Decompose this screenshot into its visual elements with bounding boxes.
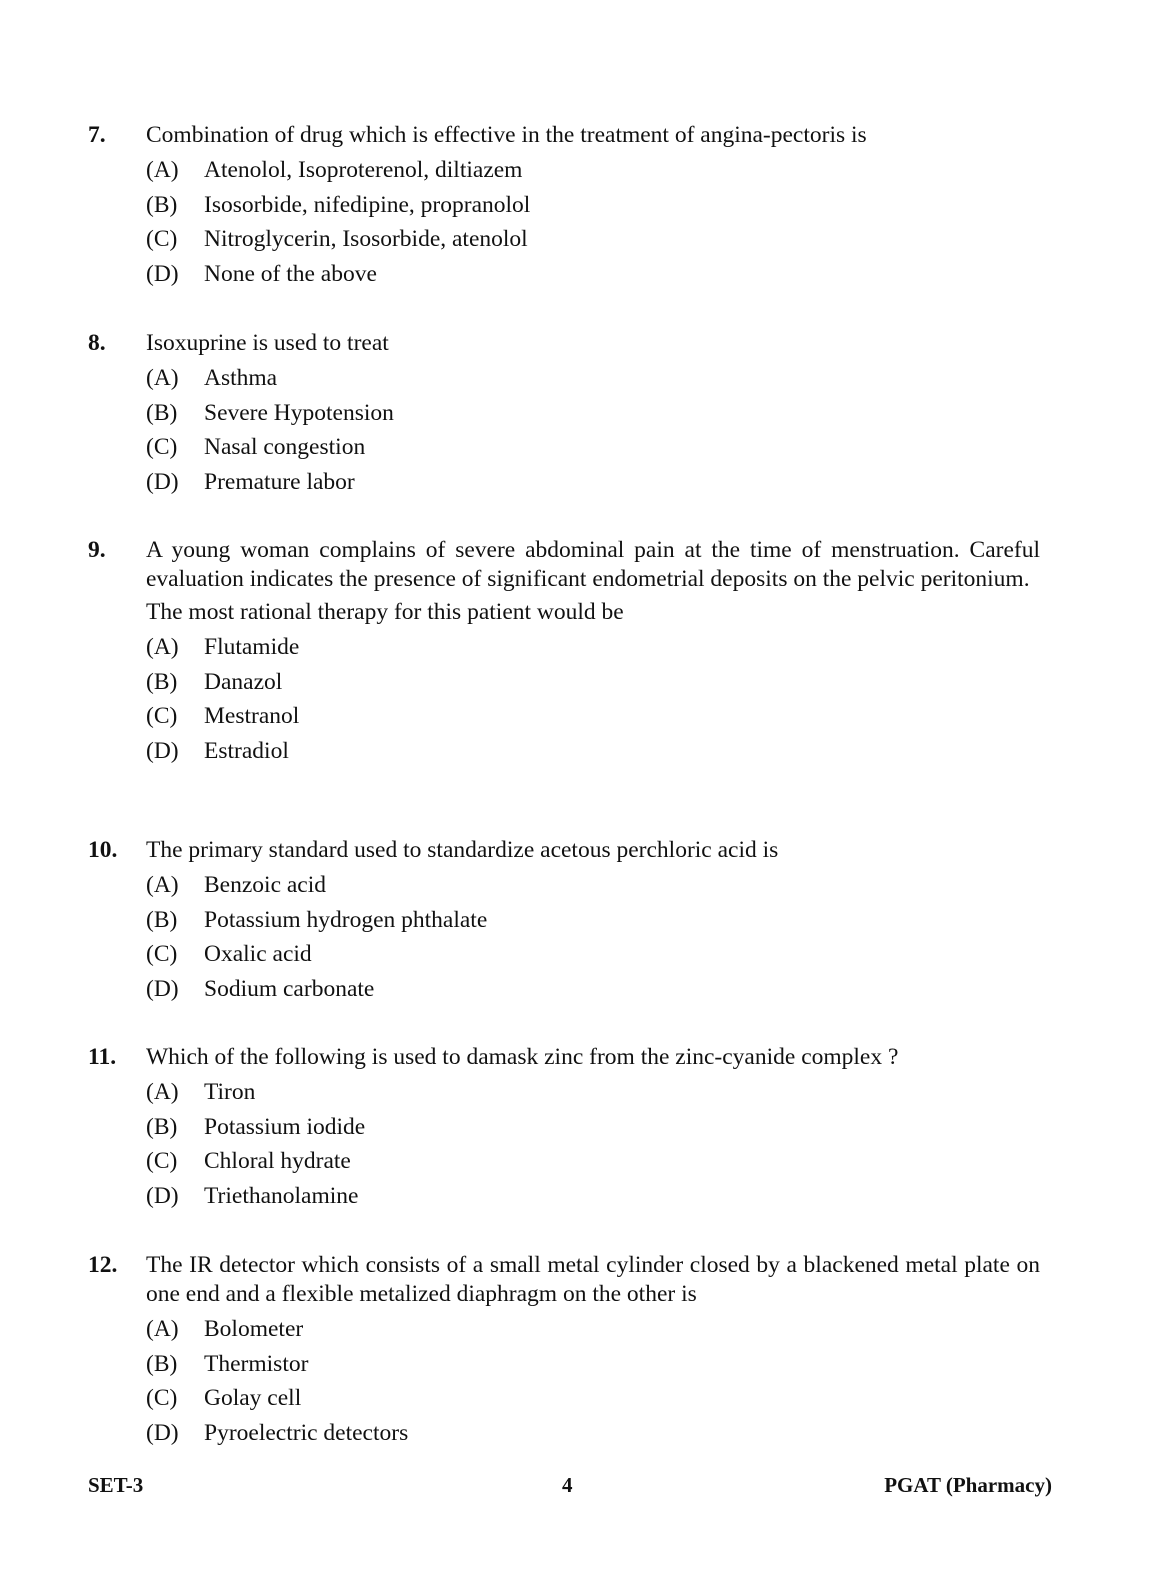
exam-title: PGAT (Pharmacy) bbox=[884, 1473, 1052, 1497]
question-text: The IR detector which consists of a small metal cylinder closed by a blackened metal plate on one end and a flexible metalized diaphragm on the other is bbox=[146, 1252, 1040, 1307]
question-number: 8. bbox=[88, 330, 106, 356]
question-10 bbox=[88, 836, 1040, 1010]
option-text: Estradiol bbox=[204, 738, 289, 765]
question-9 bbox=[88, 536, 1040, 772]
options-list bbox=[146, 364, 1040, 503]
question-12 bbox=[88, 1251, 1040, 1454]
question-8 bbox=[88, 329, 1040, 503]
set-label: SET-3 bbox=[88, 1473, 144, 1497]
option-letter: (D) bbox=[146, 976, 179, 1003]
option-letter: (D) bbox=[146, 469, 179, 496]
question-11 bbox=[88, 1043, 1040, 1217]
option-text: Atenolol, Isoproterenol, diltiazem bbox=[204, 157, 523, 183]
option-letter: (B) bbox=[146, 1350, 178, 1377]
option-text: Flutamide bbox=[204, 634, 300, 660]
option-text: Triethanolamine bbox=[204, 1183, 359, 1210]
option-text: Chloral hydrate bbox=[204, 1148, 351, 1175]
option-text: Sodium carbonate bbox=[204, 976, 375, 1003]
option-text: Oxalic acid bbox=[204, 941, 312, 968]
question-header bbox=[88, 121, 1040, 150]
question-header bbox=[88, 536, 1040, 594]
page-footer bbox=[88, 1470, 1052, 1500]
option-a bbox=[146, 633, 1040, 668]
option-text: Potassium iodide bbox=[204, 1113, 366, 1140]
option-letter: (A) bbox=[146, 365, 179, 391]
option-letter: (B) bbox=[146, 906, 178, 933]
question-number: 9. bbox=[88, 537, 106, 563]
option-text: Potassium hydrogen phthalate bbox=[204, 906, 488, 933]
option-letter: (B) bbox=[146, 1113, 178, 1140]
option-letter: (B) bbox=[146, 191, 178, 218]
option-d bbox=[146, 1419, 1040, 1454]
option-c bbox=[146, 702, 1040, 737]
option-letter: (B) bbox=[146, 668, 178, 695]
option-letter: (C) bbox=[146, 1385, 178, 1412]
option-letter: (D) bbox=[146, 1420, 179, 1447]
option-c bbox=[146, 940, 1040, 975]
option-text: Pyroelectric detectors bbox=[204, 1420, 409, 1447]
option-text: Premature labor bbox=[204, 469, 355, 496]
options-list bbox=[146, 871, 1040, 1010]
option-text: Severe Hypotension bbox=[204, 399, 394, 426]
option-text: Golay cell bbox=[204, 1385, 302, 1412]
option-c bbox=[146, 433, 1040, 468]
question-text: The primary standard used to standardize acetous perchloric acid is bbox=[146, 837, 779, 863]
option-d bbox=[146, 260, 1040, 295]
option-d bbox=[146, 975, 1040, 1010]
question-text: Which of the following is used to damask zinc from the zinc-cyanide complex ? bbox=[146, 1044, 899, 1070]
option-d bbox=[146, 737, 1040, 772]
question-subtext: The most rational therapy for this patient would be bbox=[146, 599, 624, 625]
option-letter: (C) bbox=[146, 226, 178, 253]
option-c bbox=[146, 225, 1040, 260]
option-a bbox=[146, 1315, 1040, 1350]
option-letter: (D) bbox=[146, 1183, 179, 1210]
option-a bbox=[146, 364, 1040, 399]
option-b bbox=[146, 399, 1040, 434]
option-text: Asthma bbox=[204, 365, 278, 391]
option-text: Nasal congestion bbox=[204, 434, 366, 461]
options-list bbox=[146, 1078, 1040, 1217]
option-text: Benzoic acid bbox=[204, 872, 327, 898]
option-letter: (A) bbox=[146, 872, 179, 898]
option-c bbox=[146, 1147, 1040, 1182]
options-list bbox=[146, 633, 1040, 772]
option-a bbox=[146, 871, 1040, 906]
page-number: 4 bbox=[562, 1473, 573, 1497]
option-letter: (A) bbox=[146, 1079, 179, 1105]
option-text: Isosorbide, nifedipine, propranolol bbox=[204, 191, 531, 218]
option-b bbox=[146, 1113, 1040, 1148]
option-text: Danazol bbox=[204, 668, 283, 695]
question-number: 10. bbox=[88, 837, 118, 863]
option-b bbox=[146, 906, 1040, 941]
option-letter: (C) bbox=[146, 1148, 178, 1175]
question-number: 11. bbox=[88, 1044, 117, 1070]
question-text: A young woman complains of severe abdominal pain at the time of menstruation. Careful evaluation indicates the presence of significant endometrial deposits on the pelvic peritonium. bbox=[146, 537, 1040, 592]
option-a bbox=[146, 1078, 1040, 1113]
option-d bbox=[146, 468, 1040, 503]
option-letter: (A) bbox=[146, 157, 179, 183]
option-text: Thermistor bbox=[204, 1350, 309, 1377]
option-text: Nitroglycerin, Isosorbide, atenolol bbox=[204, 226, 528, 253]
option-text: None of the above bbox=[204, 261, 377, 288]
option-letter: (D) bbox=[146, 738, 179, 765]
option-text: Mestranol bbox=[204, 703, 300, 730]
option-text: Tiron bbox=[204, 1079, 256, 1105]
option-letter: (A) bbox=[146, 1316, 179, 1342]
option-c bbox=[146, 1384, 1040, 1419]
option-b bbox=[146, 191, 1040, 226]
option-letter: (C) bbox=[146, 941, 178, 968]
question-header bbox=[88, 329, 1040, 358]
question-number: 12. bbox=[88, 1252, 118, 1278]
option-b bbox=[146, 668, 1040, 703]
option-a bbox=[146, 156, 1040, 191]
question-header bbox=[88, 1043, 1040, 1072]
option-letter: (C) bbox=[146, 703, 178, 730]
question-header bbox=[88, 836, 1040, 865]
question-text: Combination of drug which is effective in the treatment of angina-pectoris is bbox=[146, 122, 867, 148]
options-list bbox=[146, 156, 1040, 295]
question-header bbox=[88, 1251, 1040, 1309]
option-d bbox=[146, 1182, 1040, 1217]
option-letter: (D) bbox=[146, 261, 179, 288]
option-letter: (A) bbox=[146, 634, 179, 660]
option-letter: (B) bbox=[146, 399, 178, 426]
question-number: 7. bbox=[88, 122, 106, 148]
option-b bbox=[146, 1350, 1040, 1385]
question-text: Isoxuprine is used to treat bbox=[146, 330, 389, 356]
option-text: Bolometer bbox=[204, 1316, 304, 1342]
options-list bbox=[146, 1315, 1040, 1454]
question-7 bbox=[88, 121, 1040, 295]
option-letter: (C) bbox=[146, 434, 178, 461]
